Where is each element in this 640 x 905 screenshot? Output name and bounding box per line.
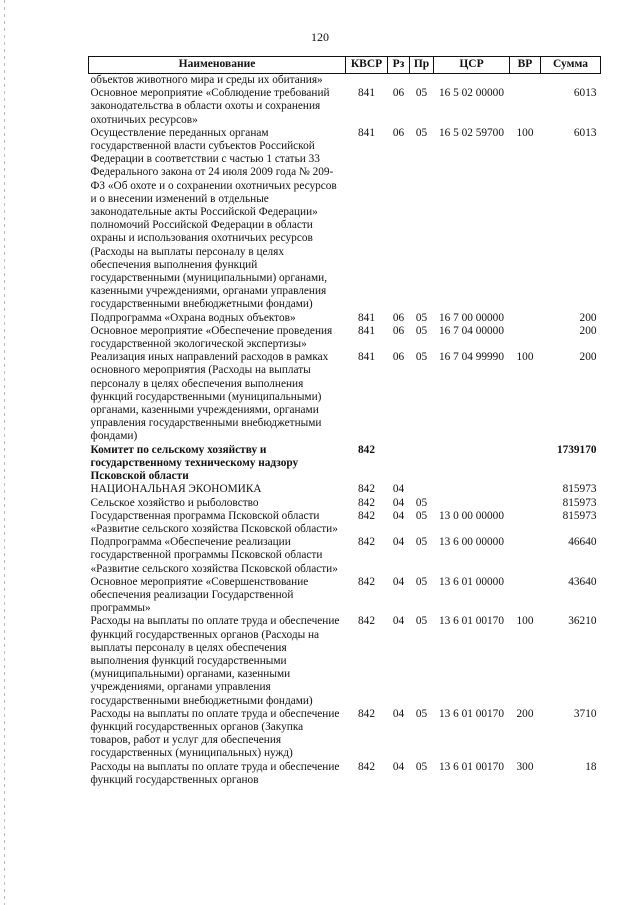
cell-sum: 3710 [573,707,597,720]
cell-pr [410,74,434,88]
cell-sum: 1739170 [556,443,597,456]
cell-name: объектов животного мира и среды их обитания» [90,74,323,86]
table-row [89,444,601,484]
cell-vr [510,576,541,616]
cell-name: Расходы на выплаты по оплате труда и обеспечение функций государственных органов (Расходы на выплаты персоналу в целях обеспечения выполнения функций государственными (муниципальными) органами, казенными учреждениями, органами управления государственными внебюджетными фондами) [90,615,340,707]
cell-csr [434,497,510,510]
table-row [89,74,601,88]
cell-rz [388,74,410,88]
cell-vr: 300 [516,760,534,773]
cell-rz: 04 [392,760,405,773]
cell-rz: 06 [392,311,405,324]
cell-csr: 13 0 00 00000 [439,509,504,522]
cell-vr [510,444,541,484]
header-kvsr: КВСР [346,57,388,74]
table-row [89,536,601,576]
cell-csr: 13 6 01 00000 [439,575,504,588]
cell-vr: 100 [516,615,534,628]
cell-csr: 16 5 02 59700 [439,126,504,139]
cell-csr: 16 7 00 00000 [439,311,504,324]
cell-vr: 100 [516,351,534,364]
cell-pr: 05 [415,496,428,509]
cell-name: Подпрограмма «Охрана водных объектов» [90,311,296,324]
cell-pr: 05 [415,126,428,139]
cell-kvsr: 842 [358,496,375,509]
cell-pr: 05 [415,351,428,364]
cell-sum: 46640 [568,536,597,549]
cell-vr [510,325,541,351]
cell-pr: 05 [415,575,428,588]
cell-kvsr [346,74,388,88]
table-row [89,497,601,510]
cell-name: Основное мероприятие «Соблюдение требований законодательства в области охоты и сохранения охотничьих ресурсов» [90,87,330,126]
table-row [89,576,601,616]
cell-pr: 05 [415,707,428,720]
cell-sum: 815973 [562,483,597,496]
cell-rz: 04 [392,496,405,509]
cell-name: Комитет по сельскому хозяйству и государственному техническому надзору Псковской области [90,443,299,483]
cell-kvsr: 841 [358,351,375,364]
cell-name: Расходы на выплаты по оплате труда и обеспечение функций государственных органов (Закупка товаров, работ и услуг для обеспечения государственных (муниципальных) нужд) [90,707,340,760]
table-row [89,708,601,761]
cell-rz: 06 [392,126,405,139]
cell-name: Осуществление переданных органам государственной власти субъектов Российской Федерации в соответствии с частью 1 статьи 33 Федерального закона от 24 июля 2009 года № 209-ФЗ «Об охоте и о сохранении охотничьих ресурсов и о внесении изменений в отдельные законодательные акты Российской Федерации» полномочий Российской Федерации в области охраны и использования охотничьих ресурсов (Расходы на выплаты персоналу в целях обеспечения выполнения функций государственными (муниципальными) органами, казенными учреждениями, органами управления государственными внебюджетными фондами) [90,126,337,311]
cell-sum: 36210 [568,615,597,628]
cell-kvsr: 841 [358,126,375,139]
table-header [89,57,601,74]
cell-sum: 18 [585,760,597,773]
cell-pr: 05 [415,615,428,628]
cell-kvsr: 841 [358,324,375,337]
cell-rz: 04 [392,483,405,496]
cell-pr: 05 [415,536,428,549]
cell-vr [510,87,541,127]
cell-rz: 06 [392,351,405,364]
cell-kvsr: 842 [358,536,375,549]
cell-csr: 13 6 01 00170 [439,760,504,773]
cell-rz: 04 [392,575,405,588]
cell-rz: 04 [392,615,405,628]
budget-table [88,56,601,787]
cell-kvsr: 841 [358,87,375,100]
table-row [89,325,601,351]
cell-rz: 06 [392,324,405,337]
header-name: Наименование [89,57,346,74]
cell-name: Реализация иных направлений расходов в рамках основного мероприятия (Расходы на выплаты персоналу в целях обеспечения выполнения функций государственными (муниципальными) органами, казенными учреждениями, органами управления государственными внебюджетными фондами) [90,351,329,443]
cell-name: Государственная программа Псковской области «Развитие сельского хозяйства Псковской области» [90,509,338,535]
cell-csr [434,74,510,88]
cell-sum: 200 [579,351,597,364]
header-pr: Пр [410,57,434,74]
cell-vr [510,510,541,536]
cell-kvsr: 842 [358,707,375,720]
table-row [89,761,601,787]
header-vr: ВР [510,57,541,74]
cell-csr [434,483,510,496]
cell-vr [510,483,541,496]
cell-vr [510,536,541,576]
cell-vr [510,312,541,325]
cell-kvsr: 842 [358,760,375,773]
cell-name: Расходы на выплаты по оплате труда и обеспечение функций государственных органов [90,760,340,786]
cell-csr: 13 6 00 00000 [439,536,504,549]
cell-csr [434,444,510,484]
table-row [89,312,601,325]
cell-csr: 13 6 01 00170 [439,615,504,628]
table-row [89,351,601,443]
cell-pr [410,444,434,484]
cell-kvsr: 842 [358,483,375,496]
cell-sum: 200 [579,311,597,324]
cell-vr: 100 [516,126,534,139]
cell-rz: 04 [392,509,405,522]
page-number: 120 [311,30,329,44]
cell-name: Сельское хозяйство и рыболовство [90,496,259,509]
cell-vr: 200 [516,707,534,720]
cell-vr [510,497,541,510]
cell-kvsr: 842 [358,615,375,628]
cell-rz: 04 [392,707,405,720]
cell-pr: 05 [415,760,428,773]
cell-sum [541,74,601,88]
cell-pr: 05 [415,311,428,324]
cell-sum: 6013 [573,87,597,100]
cell-vr [510,74,541,88]
cell-kvsr: 842 [358,509,375,522]
cell-sum: 815973 [562,496,597,509]
cell-kvsr: 841 [358,311,375,324]
cell-csr: 16 5 02 00000 [439,87,504,100]
header-sum: Сумма [541,57,601,74]
table-row [89,87,601,127]
cell-pr: 05 [415,324,428,337]
cell-rz [388,444,410,484]
cell-name: НАЦИОНАЛЬНАЯ ЭКОНОМИКА [90,483,262,496]
cell-sum: 200 [579,324,597,337]
cell-rz: 06 [392,87,405,100]
cell-pr: 05 [415,509,428,522]
cell-sum: 43640 [568,575,597,588]
cell-sum: 815973 [562,509,597,522]
header-rz: Рз [388,57,410,74]
table-row [89,127,601,312]
cell-csr: 13 6 01 00170 [439,707,504,720]
header-csr: ЦСР [434,57,510,74]
cell-kvsr: 842 [358,575,375,588]
table-row [89,615,601,707]
table-body [89,74,601,787]
cell-pr: 05 [415,87,428,100]
table-row [89,483,601,496]
cell-name: Основное мероприятие «Совершенствование обеспечения реализации Государственной программы» [90,575,309,615]
cell-name: Подпрограмма «Обеспечение реализации государственной программы Псковской области «Развитие сельского хозяйства Псковской области» [90,536,338,575]
cell-csr: 16 7 04 99990 [439,351,504,364]
cell-name: Основное мероприятие «Обеспечение проведения государственной экологической экспертизы» [90,324,333,351]
cell-sum: 6013 [573,126,597,139]
cell-kvsr: 842 [358,443,375,456]
scan-edge-artifact [4,0,5,905]
cell-rz: 04 [392,536,405,549]
table-row [89,510,601,536]
cell-csr: 16 7 04 00000 [439,324,504,337]
cell-pr [410,483,434,496]
